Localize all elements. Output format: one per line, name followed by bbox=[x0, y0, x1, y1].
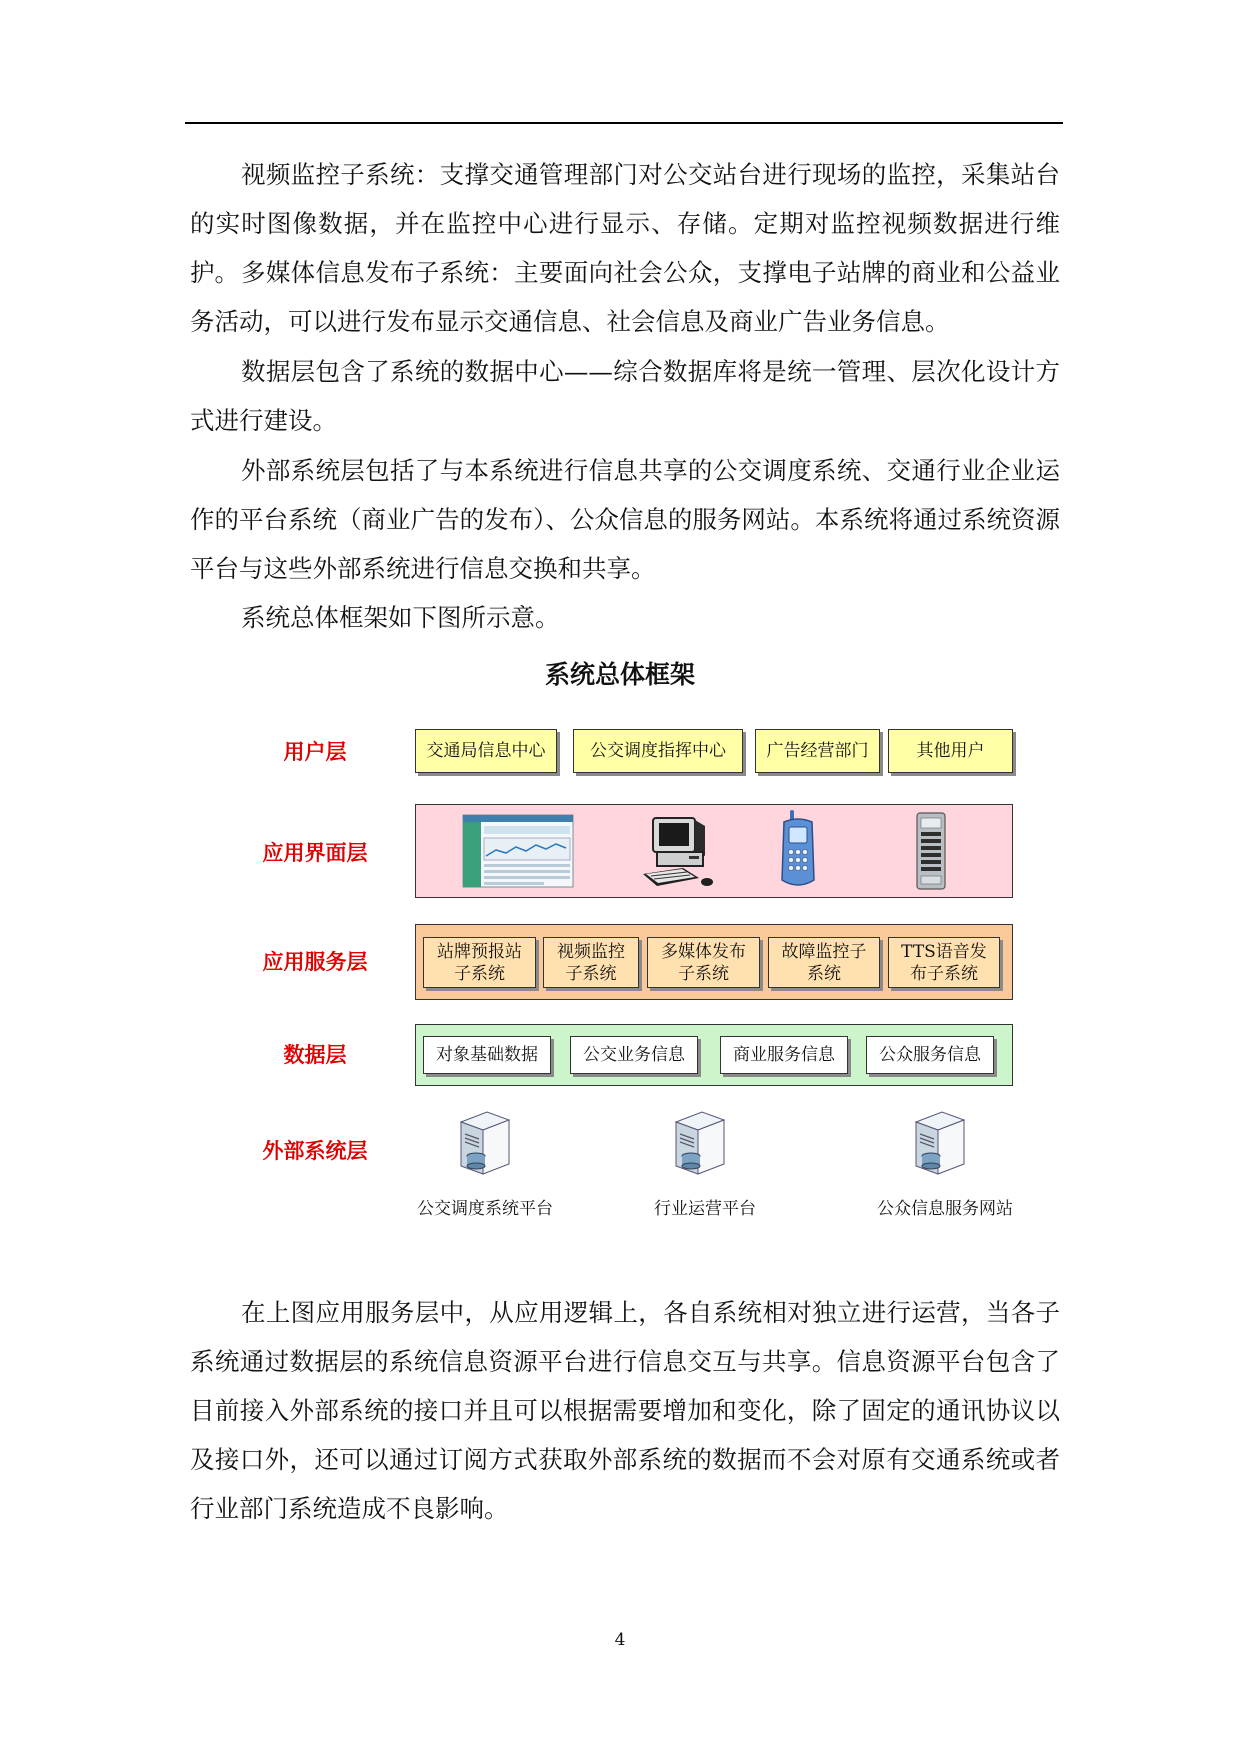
layer-label-external: 外部系统层 bbox=[262, 1139, 368, 1163]
service-box: 多媒体发布 子系统 bbox=[647, 937, 760, 988]
layer-label-service: 应用服务层 bbox=[262, 950, 368, 974]
server-icon bbox=[457, 1108, 513, 1178]
figure-title: 系统总体框架 bbox=[544, 660, 695, 689]
data-box: 商业服务信息 bbox=[720, 1036, 848, 1074]
user-box: 交通局信息中心 bbox=[415, 729, 557, 773]
paragraph-external-layer: 外部系统层包括了与本系统进行信息共享的公交调度系统、交通行业企业运作的平台系统（商业广告的发布）、公众信息的服务网站。本系统将通过系统资源平台与这些外部系统进行信息交换和共享。 bbox=[190, 456, 1060, 583]
software-window-icon bbox=[462, 814, 574, 888]
header-rule bbox=[185, 122, 1063, 124]
user-box: 公交调度指挥中心 bbox=[573, 729, 743, 773]
layer-label-ui: 应用界面层 bbox=[262, 841, 368, 865]
service-box: 故障监控子 系统 bbox=[768, 937, 880, 988]
paragraph-video-monitoring: 视频监控子系统：支撑交通管理部门对公交站台进行现场的监控，采集站台的实时图像数据，并在监控中心进行显示、存储。定期对监控视频数据进行维护。 bbox=[190, 160, 1060, 287]
external-system-label: 公交调度系统平台 bbox=[417, 1199, 553, 1219]
data-box: 公交业务信息 bbox=[570, 1036, 698, 1074]
data-box: 对象基础数据 bbox=[423, 1036, 551, 1074]
user-box: 其他用户 bbox=[888, 729, 1013, 773]
paragraph-figure-intro: 系统总体框架如下图所示意。 bbox=[241, 603, 560, 632]
external-system-label: 公众信息服务网站 bbox=[877, 1199, 1013, 1219]
paragraph-data-layer: 数据层包含了系统的数据中心——综合数据库将是统一管理、层次化设计方式进行建设。 bbox=[190, 357, 1060, 435]
server-icon bbox=[672, 1108, 728, 1178]
layer-label-data: 数据层 bbox=[283, 1043, 347, 1067]
layer-label-user: 用户层 bbox=[283, 740, 347, 764]
service-box: TTS语音发 布子系统 bbox=[888, 937, 1000, 988]
user-box: 广告经营部门 bbox=[755, 729, 880, 773]
mobile-phone-icon bbox=[776, 810, 820, 892]
data-box: 公众服务信息 bbox=[866, 1036, 994, 1074]
electronic-stop-sign-icon bbox=[916, 812, 946, 890]
service-box: 视频监控 子系统 bbox=[543, 937, 639, 988]
external-system-label: 行业运营平台 bbox=[654, 1199, 756, 1219]
paragraph-multimedia-publishing: 多媒体信息发布子系统：主要面向社会公众，支撑电子站牌的商业和公益业务活动，可以进行发布显示交通信息、社会信息及商业广告业务信息。 bbox=[190, 258, 1060, 336]
page-number: 4 bbox=[614, 1630, 626, 1650]
paragraph-service-layer-explanation: 在上图应用服务层中，从应用逻辑上，各自系统相对独立进行运营，当各子系统通过数据层的系统信息资源平台进行信息交互与共享。信息资源平台包含了目前接入外部系统的接口并且可以根据需要增加和变化，除了固定的通讯协议以及接口外，还可以通过订阅方式获取外部系统的数据而不会对原有交通系统或者行业部门系统造成不良影响。 bbox=[190, 1298, 1060, 1523]
server-icon bbox=[912, 1108, 968, 1178]
service-box: 站牌预报站 子系统 bbox=[423, 937, 536, 988]
desktop-computer-icon bbox=[637, 812, 717, 892]
